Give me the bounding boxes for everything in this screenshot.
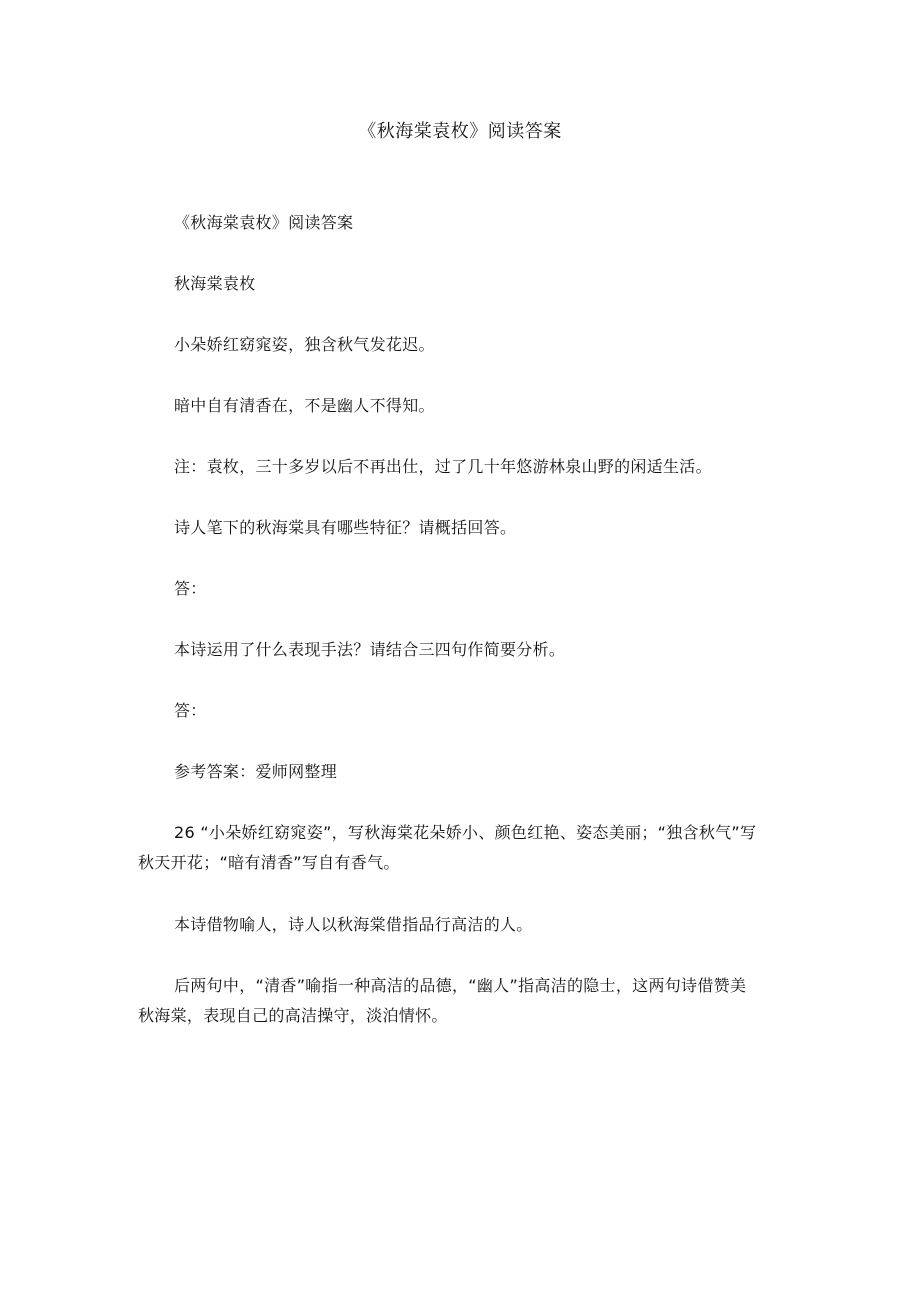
answer-label-1: 答： — [174, 579, 207, 598]
poem-line-2: 暗中自有清香在，不是幽人不得知。 — [174, 396, 435, 415]
document-title: 《秋海棠袁枚》阅读答案 — [358, 121, 562, 142]
subtitle-paragraph: 《秋海棠袁枚》阅读答案 — [174, 213, 354, 232]
answer-paragraph-2: 本诗借物喻人，诗人以秋海棠借指品行高洁的人。 — [174, 915, 533, 934]
note-paragraph: 注：袁枚，三十多岁以后不再出仕，过了几十年悠游林泉山野的闲适生活。 — [174, 457, 712, 476]
answer-paragraph-3: 后两句中，“清香”喻指一种高洁的品德，“幽人”指高洁的隐士，这两句诗借赞美秋海棠，表现自己的高洁操守，淡泊情怀。 — [138, 976, 747, 1025]
question-2: 本诗运用了什么表现手法？请结合三四句作简要分析。 — [174, 640, 566, 659]
poem-line-1: 小朵娇红窈窕姿，独含秋气发花迟。 — [174, 335, 435, 354]
reference-answer-heading: 参考答案：爱师网整理 — [174, 762, 338, 781]
question-1: 诗人笔下的秋海棠具有哪些特征？请概括回答。 — [174, 518, 517, 537]
poem-title-paragraph: 秋海棠袁枚 — [174, 274, 256, 293]
answer-label-2: 答： — [174, 701, 207, 720]
answer-paragraph-1: 26 “小朵娇红窈窕姿”，写秋海棠花朵娇小、颜色红艳、姿态美丽；“独含秋气”写秋天开花；“暗有清香”写自有香气。 — [138, 823, 757, 872]
